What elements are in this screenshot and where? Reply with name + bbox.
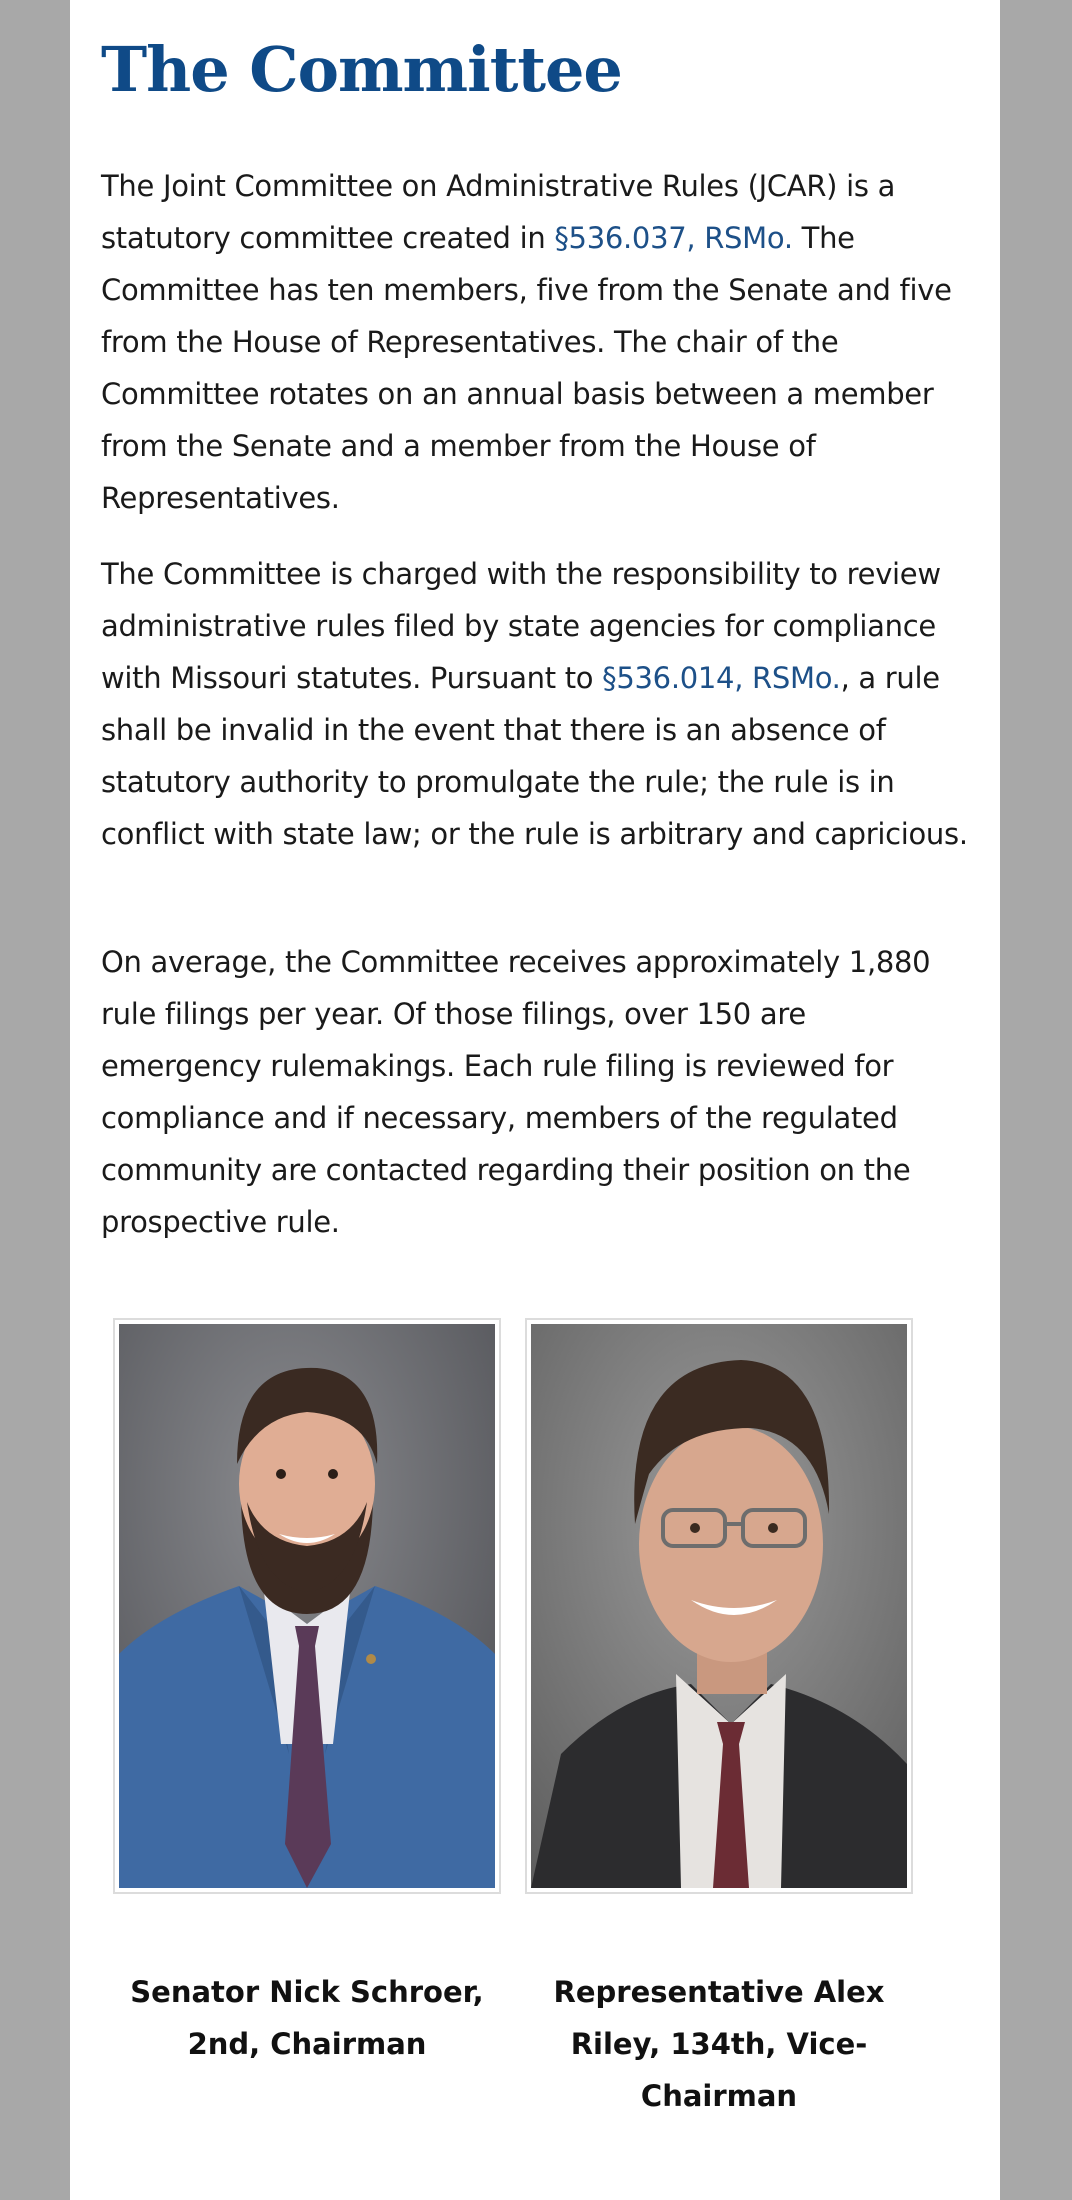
paragraph-text: The Committee has ten members, five from the Senate and five from the House of Representatives. The chair of the Committee rotates on an annual basis between a member from the Senate and a member from the House of Representatives.: [101, 221, 952, 515]
content-panel: [70, 0, 1000, 2200]
paragraph-committee-overview: [101, 160, 971, 524]
paragraph-text: , a rule shall be invalid in the event that there is an absence of statutory authority to promulgate the rule; the rule is in conflict with state law; or the rule is arbitrary and capricious.: [101, 661, 968, 851]
statute-536-014-link[interactable]: §536.014, RSMo.: [602, 661, 841, 695]
chairman-caption: Senator Nick Schroer, 2nd, Chairman: [130, 1975, 484, 2061]
vice-chairman-portrait-image: [531, 1324, 907, 1888]
paragraph-committee-responsibility: [101, 548, 971, 860]
chairman-portrait-image: [119, 1324, 495, 1888]
paragraph-text: The Committee is charged with the responsibility to review administrative rules filed by state agencies for compliance with Missouri statutes. Pursuant to: [101, 557, 941, 695]
paragraph-text: The Joint Committee on Administrative Rules (JCAR) is a statutory committee created in: [101, 169, 896, 255]
page-title: The Committee: [101, 33, 622, 106]
paragraph-rule-filings: On average, the Committee receives approximately 1,880 rule filings per year. Of those filings, over 150 are emergency rulemakings. Each rule filing is reviewed for compliance and if necessary, members of the regulated community are contacted regarding their position on the prospective rule.: [101, 945, 931, 1239]
vice-chairman-photo: [525, 1318, 913, 1894]
statute-536-037-link[interactable]: §536.037, RSMo.: [554, 221, 793, 255]
vice-chairman-caption: Representative Alex Riley, 134th, Vice-Chairman: [553, 1975, 885, 2113]
chairman-photo: [113, 1318, 501, 1894]
